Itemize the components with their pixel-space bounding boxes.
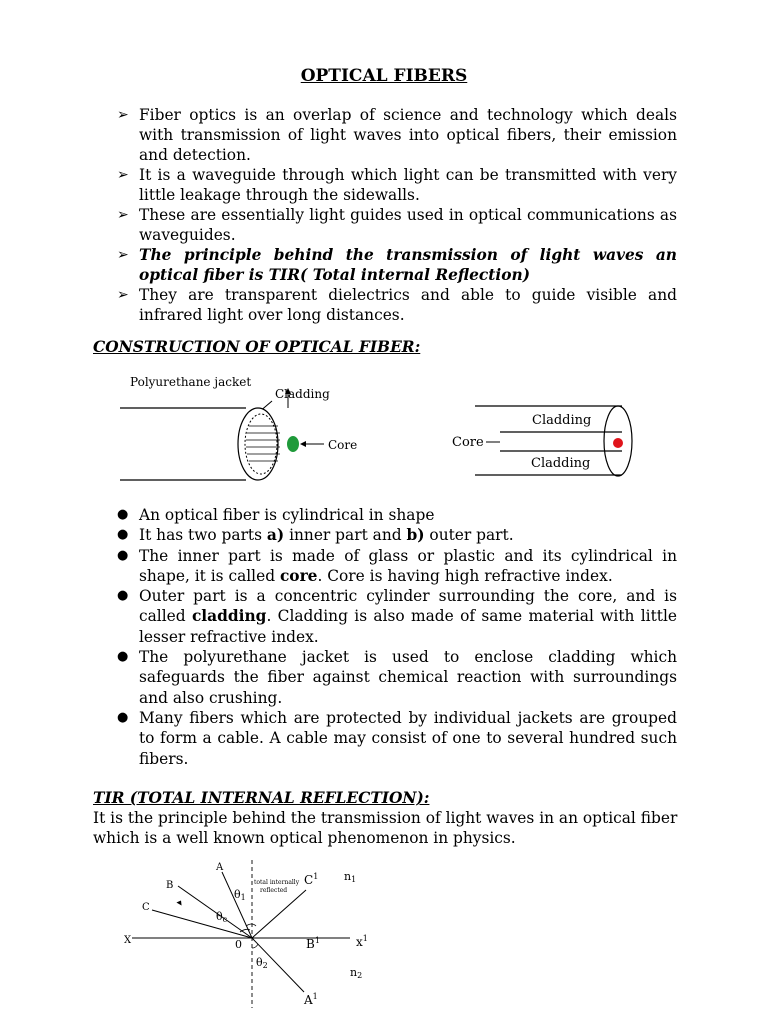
list-item: ➢ Fiber optics is an overlap of science and technology which deals with transmission of light waves into optical fibers, their emission and detection.: [117, 106, 677, 164]
page-title: OPTICAL FIBERS: [300, 66, 468, 86]
bullet-dot-icon: ●: [117, 507, 129, 522]
label-A1: $A^1$: [304, 992, 318, 1007]
fiber-longitudinal-figure: [450, 400, 640, 480]
cladding-bottom-label: Cladding: [531, 456, 591, 471]
bullet-dot-icon: ●: [117, 527, 129, 543]
tir-paragraph: It is the principle behind the transmission of light waves in an optical fiber which is a well known optical phenomenon in physics.: [93, 809, 678, 847]
label-x1: $x^1$: [356, 934, 368, 949]
tir-heading: TIR (TOTAL INTERNAL REFLECTION):: [93, 789, 430, 807]
list-item: ● Many fibers which are protected by individual jackets are grouped to form a cable. A cable may consist of one to several hundred such fibers.: [117, 708, 677, 768]
arrow-bullet-icon: ➢: [117, 207, 129, 223]
ray-arrowhead: [176, 899, 183, 905]
bullet-dot-icon: ●: [117, 588, 129, 604]
bullet-dot-icon: ●: [117, 649, 129, 665]
label-thetac: θc: [216, 910, 228, 924]
list-item: ● Outer part is a concentric cylinder surrounding the core, and is called cladding. Cladding is also made of same material with little lesser refractive index.: [117, 587, 677, 646]
bullet-dot-icon: ●: [117, 547, 129, 563]
core-end: [287, 436, 299, 452]
arrow-bullet-icon: ➢: [117, 167, 129, 183]
reflected-ray-C1: [252, 890, 306, 938]
list-item: ● It has two parts a) inner part and b) outer part.: [117, 526, 514, 545]
core-dot: [613, 438, 623, 448]
label-n2: n2: [350, 966, 363, 980]
fiber-construction-figure: [118, 370, 368, 490]
cladding-top-label: Cladding: [532, 413, 592, 428]
core-label-2: Core: [452, 435, 484, 450]
label-theta2: θ2: [256, 956, 268, 970]
label-X: X: [124, 935, 132, 946]
tir-note-line2: reflected: [260, 887, 288, 894]
core-arrowhead: [300, 441, 306, 447]
arrow-bullet-icon: ➢: [117, 247, 129, 263]
list-item: ➢ These are essentially light guides used in optical communications as waveguides.: [117, 206, 677, 244]
construction-bullet-list: [117, 505, 677, 769]
label-A: A: [216, 862, 224, 873]
list-item: ➢ The principle behind the transmission of light waves an optical fiber is TIR( Total internal Reflection): [117, 246, 677, 284]
arrow-bullet-icon: ➢: [117, 287, 129, 303]
tir-note-line1: total internally: [254, 879, 300, 886]
list-item: ● An optical fiber is cylindrical in shape: [117, 506, 435, 524]
label-B1: $B^1$: [306, 936, 320, 951]
tir-ray-diagram: [118, 858, 388, 1008]
list-item: ➢ It is a waveguide through which light can be transmitted with very little leakage through the sidewalls.: [117, 166, 677, 204]
bullet-dot-icon: ●: [117, 709, 129, 725]
list-item: ● The inner part is made of glass or plastic and its cylindrical in shape, it is called core. Core is having high refractive index.: [117, 546, 677, 585]
core-label: Core: [328, 438, 358, 452]
cladding-label: Cladding: [275, 387, 330, 401]
label-origin: 0: [235, 938, 242, 951]
list-item: ● The polyurethane jacket is used to enclose cladding which safeguards the fiber against chemical reaction with surroundings and also crushing.: [117, 648, 677, 707]
angle-arc-2: [252, 944, 258, 948]
construction-heading: CONSTRUCTION OF OPTICAL FIBER:: [93, 338, 421, 356]
label-B: B: [166, 880, 174, 891]
jacket-label: Polyurethane jacket: [130, 375, 252, 389]
ray-A: [222, 872, 252, 938]
arrow-bullet-icon: ➢: [117, 107, 129, 123]
list-item: ➢ They are transparent dielectrics and able to guide visible and infrared light over long distances.: [117, 286, 677, 324]
label-n1: n1: [344, 870, 357, 884]
angle-arc-1: [246, 924, 256, 926]
label-C1: $C^1$: [304, 872, 319, 887]
cladding-end-face: [245, 414, 277, 474]
label-theta1: θ1: [234, 888, 246, 902]
intro-bullet-list: [117, 105, 677, 325]
label-C: C: [142, 902, 150, 913]
ray-C: [152, 910, 252, 938]
